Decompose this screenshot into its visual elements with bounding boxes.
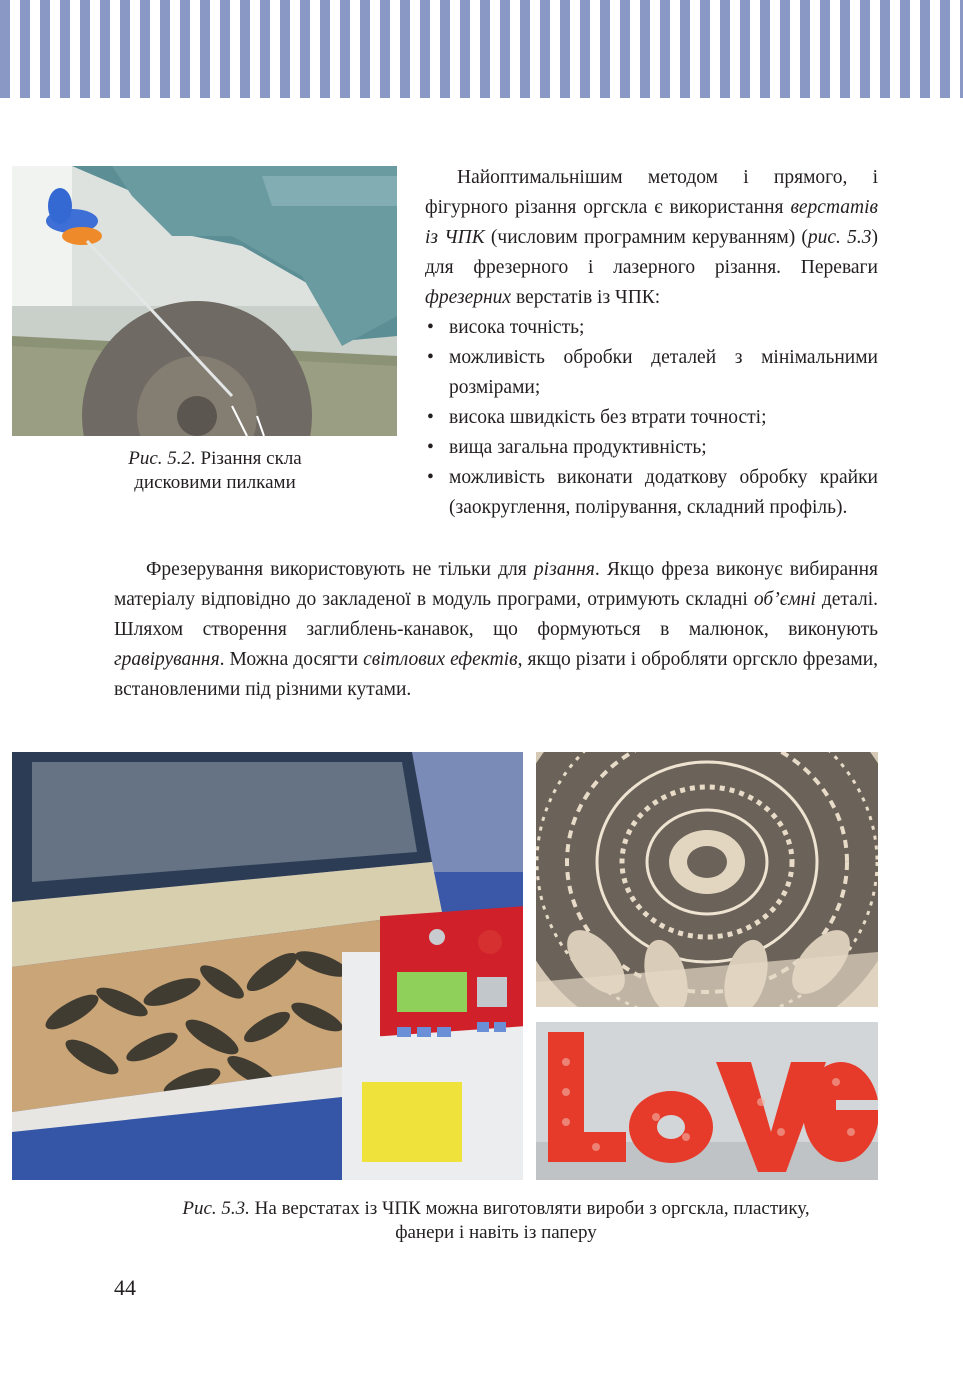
milling-paragraph [114, 555, 878, 705]
figure-5-2-photo-disc-saw [12, 166, 397, 436]
figure-5-3-caption-line1: На верстатах із ЧПК можна виготовляти вироби з оргскла, пластику, [254, 1198, 810, 1219]
list-item: • висока точність; [425, 313, 878, 343]
figure-5-2-caption [90, 447, 340, 495]
intro-text-c: ) для фрезерного і лазерного різання. Переваги [425, 227, 879, 278]
figure-5-3-photo-laser-machine [12, 752, 523, 1180]
figure-5-2-label: Рис. 5.2. [128, 448, 196, 469]
intro-text-b: (числовим програмним керуванням) ( [484, 227, 808, 248]
milling-text-d: . Можна досягти [219, 649, 364, 670]
figure-5-3-photo-mandala [536, 752, 878, 1007]
figure-5-2-caption-line1: Різання скла [200, 448, 302, 469]
list-item: • можливість обробки деталей з мінімальними розмірами; [425, 343, 878, 403]
intro-text-d: верстатів із ЧПК: [511, 287, 661, 308]
figure-5-2-caption-line2: дисковими пилками [134, 472, 296, 493]
intro-text-a: Найоптимальнішим методом і прямого, і фігурного різання оргскла є використання [425, 167, 878, 218]
milling-em-light-effects: світлових ефектів [363, 649, 518, 670]
page-number: 44 [114, 1275, 136, 1300]
figure-5-3-photo-love [536, 1022, 878, 1180]
advantages-list [425, 313, 878, 523]
decorative-stripe-header [0, 0, 963, 98]
intro-column [425, 163, 878, 523]
milling-text-e: , якщо різати і обробляти оргскло фрезами, встановленими під різними кутами. [114, 649, 879, 700]
intro-paragraph [425, 163, 878, 313]
milling-em-volume: об’ємні [753, 589, 816, 610]
milling-text-a: Фрезерування використовують не тільки для [146, 559, 534, 580]
intro-em-milling: фрезерних [425, 287, 512, 308]
figure-5-3-label: Рис. 5.3. [182, 1198, 250, 1219]
milling-em-cutting: різання [533, 559, 595, 580]
milling-em-engraving: гравірування [114, 649, 220, 670]
milling-text-b: . Якщо фреза виконує вибирання матеріалу відповідно до закладеної в модуль програми, отримують складні [114, 559, 879, 610]
list-item: • висока швидкість без втрати точності; [425, 403, 878, 433]
figure-5-3-caption [114, 1197, 878, 1245]
list-item: • вища загальна продуктивність; [425, 433, 878, 463]
intro-em-cnc: верстатів із ЧПК [425, 197, 878, 248]
milling-text-c: деталі. Шляхом створення заглиблень-канавок, що формуються в малюнок, виконують [114, 589, 879, 640]
intro-em-fig-ref: рис. 5.3 [807, 227, 872, 248]
figure-5-3-caption-line2: фанери і навіть із паперу [395, 1222, 597, 1243]
list-item: • можливість виконати додаткову обробку крайки (заокруглення, полірування, складний профіль). [425, 463, 878, 523]
